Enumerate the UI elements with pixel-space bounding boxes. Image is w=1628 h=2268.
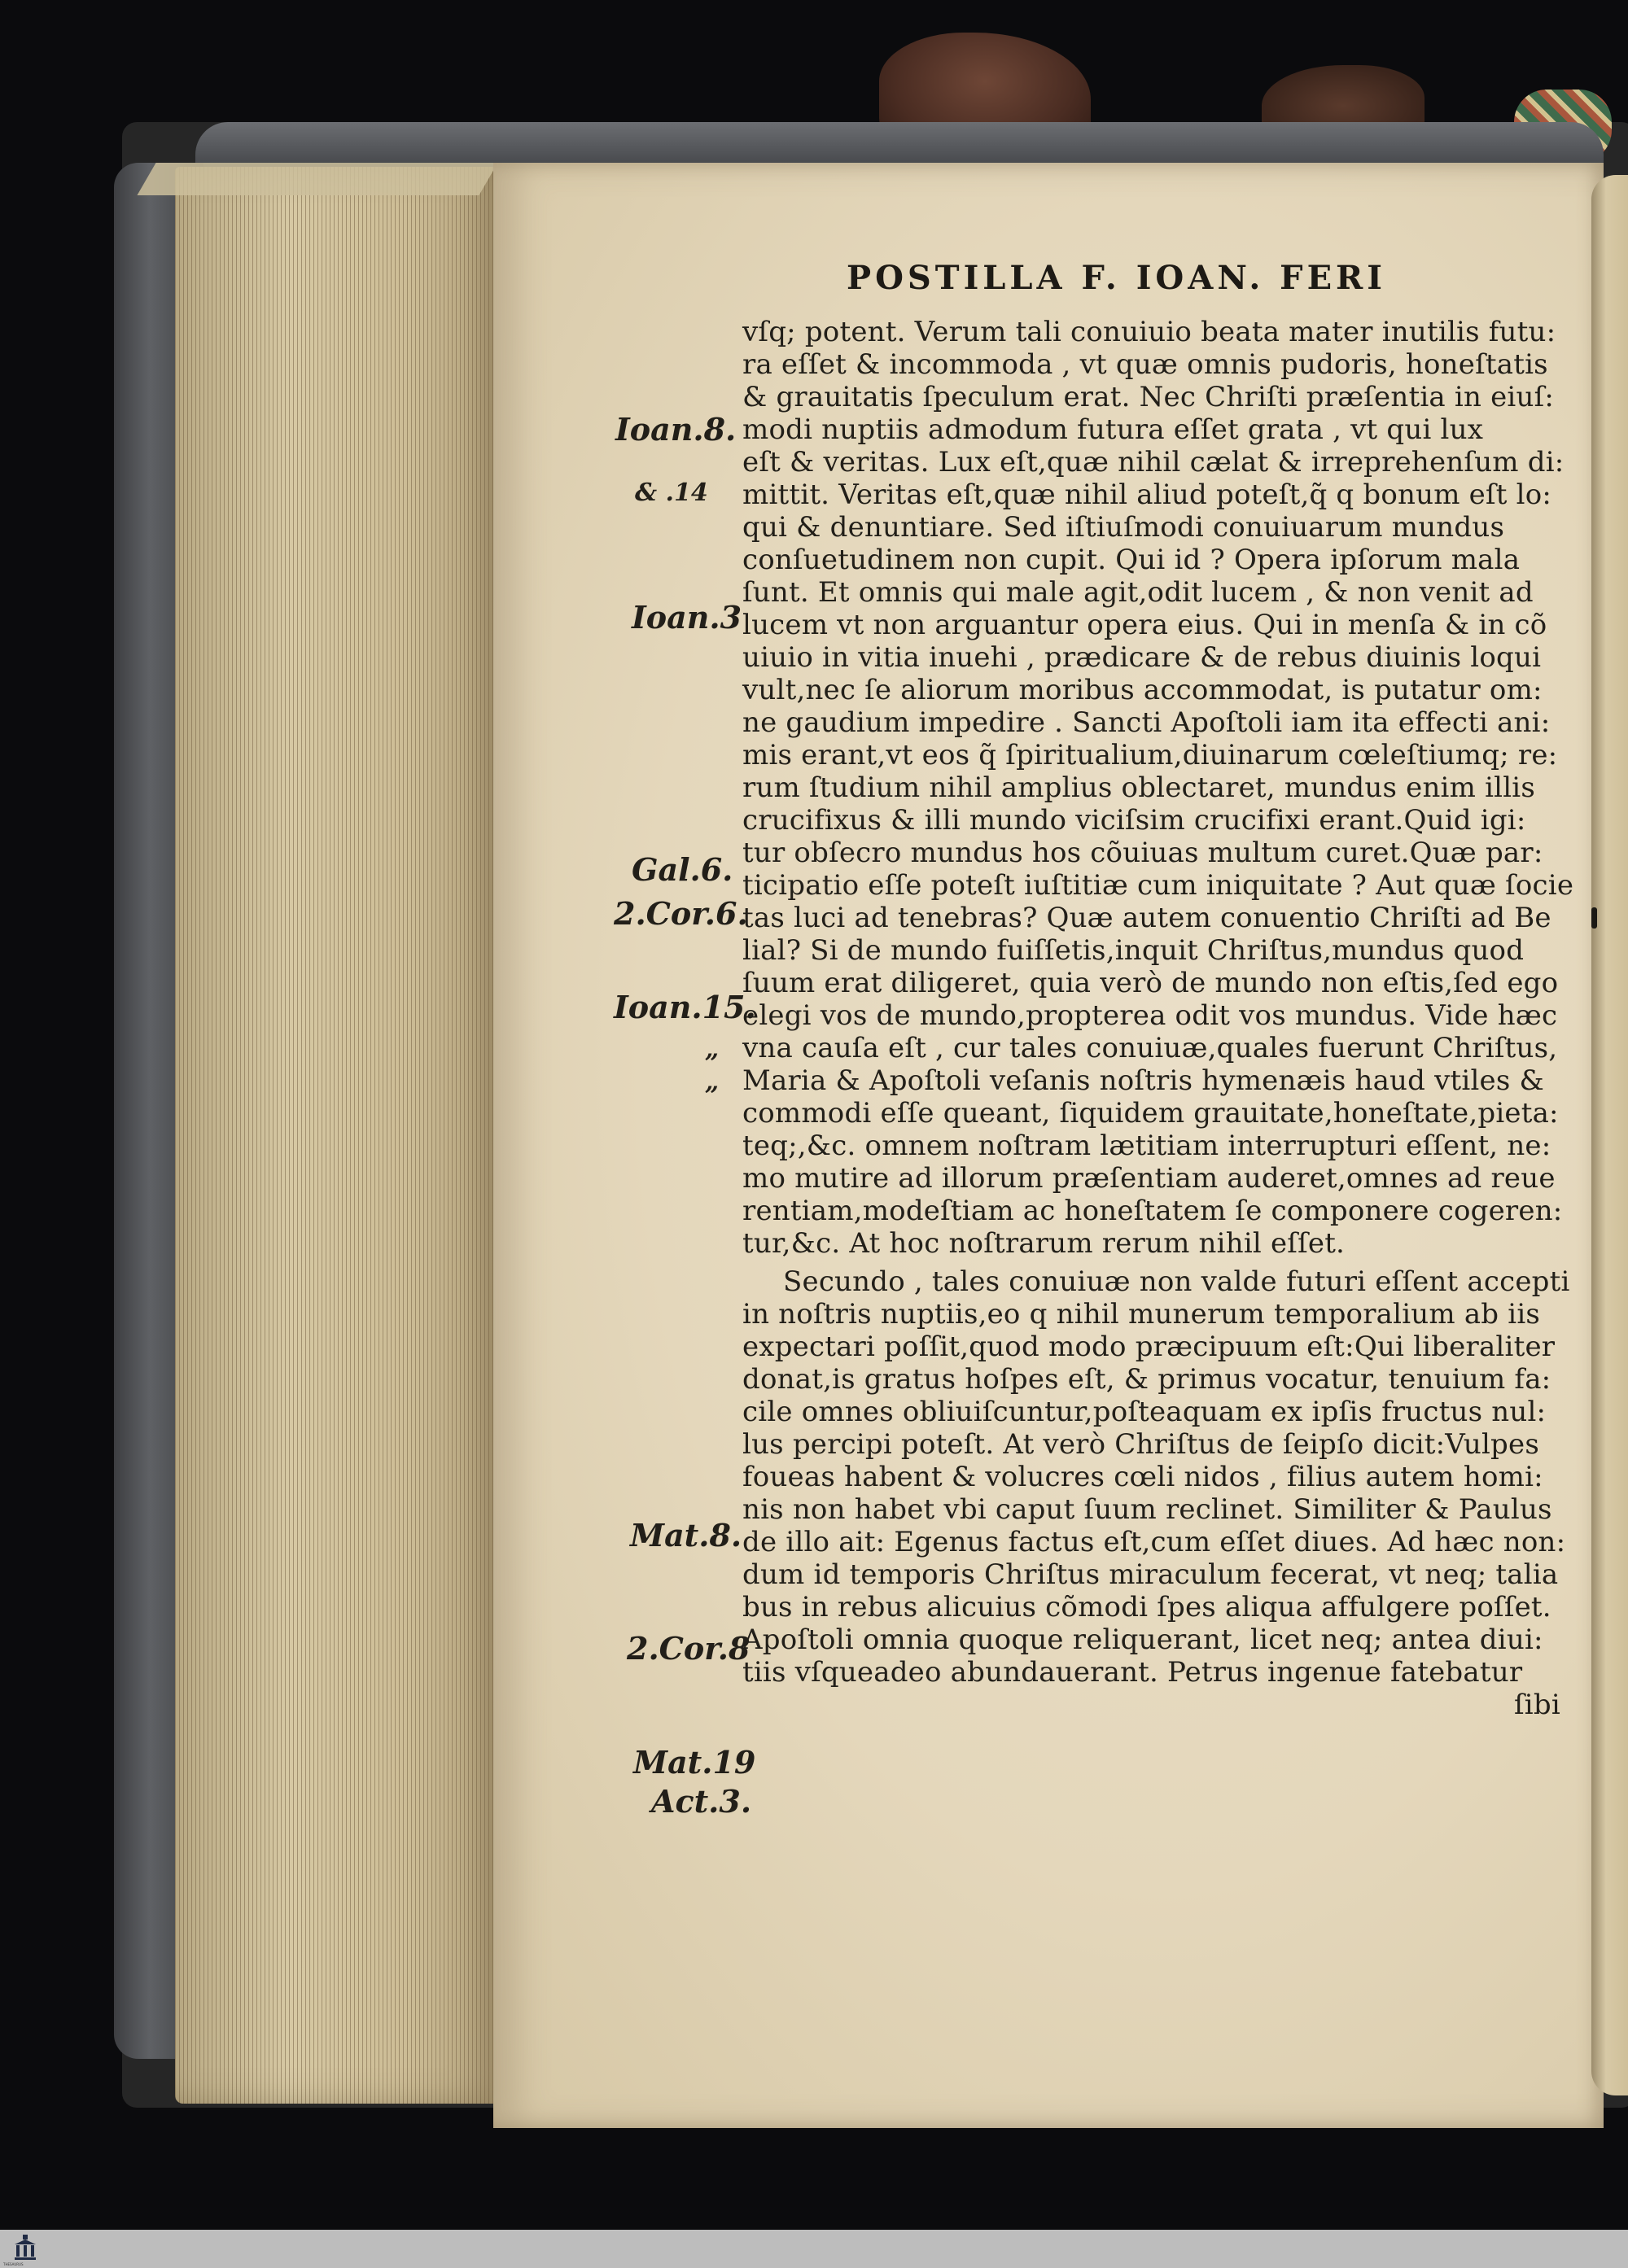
page-mark: [1591, 907, 1597, 929]
text-line: donat,is gratus hoſpes eſt, & primus vocatur, tenuium fa:: [742, 1363, 1551, 1396]
viewer-footer-bar: [0, 2230, 1628, 2268]
marginal-note: Ioan.15.: [614, 989, 756, 1025]
marginal-note: 2.Cor.8: [627, 1630, 751, 1667]
book-corner: [137, 163, 497, 195]
text-line: tiis vſqueadeo abundauerant. Petrus ingenue fatebatur: [742, 1656, 1523, 1689]
text-line: vſq; potent. Verum tali conuiuio beata mater inutilis futu:: [742, 316, 1556, 348]
text-line: teq;,&c. omnem noſtram lætitiam interrupturi eſſent, ne:: [742, 1130, 1551, 1162]
marginal-note: „: [705, 1035, 720, 1064]
text-line: bus in rebus alicuius cõmodi ſpes aliqua affulgere poſſet.: [742, 1591, 1551, 1623]
text-line: vna cauſa eſt , cur tales conuiuæ,quales fuerunt Chriſtus,: [742, 1032, 1558, 1064]
text-line-indented: Secundo , tales conuiuæ non valde futuri eſſent accepti: [783, 1265, 1570, 1298]
text-line: rentiam,modeſtiam ac honeſtatem ſe componere cogeren:: [742, 1195, 1563, 1227]
text-line: eſt & veritas. Lux eſt,quæ nihil cælat & irreprehenſum di:: [742, 446, 1565, 479]
text-line: ticipatio eſſe poteſt iuſtitiæ cum iniquitate ? Aut quæ ſocie: [742, 869, 1574, 902]
text-line: tas luci ad tenebras? Quæ autem conuentio Chriſti ad Be: [742, 902, 1551, 934]
marginal-note: „: [705, 1068, 720, 1096]
text-line: ra eſſet & incommoda , vt quæ omnis pudoris, honeſtatis: [742, 348, 1548, 381]
catchword: ſibi: [1514, 1689, 1560, 1721]
marginal-note: Mat.19: [633, 1744, 756, 1781]
marginal-note: Ioan.8.: [615, 411, 737, 448]
marginal-note: Mat.8.: [630, 1517, 742, 1554]
text-line: commodi eſſe queant, ſiquidem grauitate,honeſtate,pieta:: [742, 1097, 1559, 1130]
library-logo-icon: [11, 2233, 39, 2266]
library-logo-text: THESAURUS: [3, 2262, 24, 2266]
text-line: lucem vt non arguantur opera eius. Qui in menſa & in cõ: [742, 609, 1547, 641]
text-line: ne gaudium impedire . Sancti Apoſtoli iam ita effecti ani:: [742, 706, 1551, 739]
text-line: uiuio in vitia inuehi , prædicare & de rebus diuinis loqui: [742, 641, 1542, 674]
text-line: ſunt. Et omnis qui male agit,odit lucem , & non venit ad: [742, 576, 1534, 609]
text-line: conſuetudinem non cupit. Qui id ? Opera ipſorum mala: [742, 544, 1521, 576]
marginal-note: Ioan.3: [632, 599, 742, 636]
running-head: POSTILLA F. IOAN. FERI: [847, 259, 1387, 297]
text-line: cile omnes obliuiſcuntur,poſteaquam ex ipſis fructus nul:: [742, 1396, 1547, 1428]
text-line: mis erant,vt eos q̃ ſpiritualium,diuinarum cœleſtiumq; re:: [742, 739, 1558, 771]
text-line: & grauitatis ſpeculum erat. Nec Chriſti præſentia in eiuſ:: [742, 381, 1555, 413]
text-line: qui & denuntiare. Sed iſtiuſmodi conuiuarum mundus: [742, 511, 1505, 544]
text-line: in noſtris nuptiis,eo q nihil munerum temporalium ab iis: [742, 1298, 1541, 1331]
text-line: Maria & Apoſtoli veſanis noſtris hymenæis haud vtiles &: [742, 1064, 1544, 1097]
text-line: elegi vos de mundo,propterea odit vos mundus. Vide hæc: [742, 999, 1558, 1032]
text-line: mo mutire ad illorum præſentiam auderet,omnes ad reue: [742, 1162, 1556, 1195]
text-line: tur,&c. At hoc noſtrarum rerum nihil eſſet.: [742, 1227, 1346, 1260]
text-line: modi nuptiis admodum futura eſſet grata , vt qui lux: [742, 413, 1484, 446]
facing-page-edge: [1591, 175, 1628, 2095]
marginal-note: Gal.6.: [632, 851, 733, 888]
marginal-note: Act.3.: [651, 1783, 752, 1820]
text-line: vult,nec ſe aliorum moribus accommodat, is putatur om:: [742, 674, 1543, 706]
text-line: crucifixus & illi mundo viciſsim crucifixi erant.Quid igi:: [742, 804, 1526, 837]
text-line: lial? Si de mundo fuiſſetis,inquit Chriſtus,mundus quod: [742, 934, 1525, 967]
text-line: mittit. Veritas eſt,quæ nihil aliud poteſt,q̃ q bonum eſt lo:: [742, 479, 1552, 511]
marginal-note: & .14: [635, 479, 708, 507]
text-line: expectari poſſit,quod modo præcipuum eſt:Qui liberaliter: [742, 1331, 1556, 1363]
text-line: tur obſecro mundus hos cõuiuas multum curet.Quæ par:: [742, 837, 1543, 869]
text-line: ſuum erat diligeret, quia verò de mundo non eſtis,ſed ego: [742, 967, 1559, 999]
text-line: nis non habet vbi caput ſuum reclinet. Similiter & Paulus: [742, 1493, 1552, 1526]
page-stack-edge: [175, 167, 501, 2104]
text-line: rum ſtudium nihil amplius oblectaret, mundus enim illis: [742, 771, 1536, 804]
text-line: foueas habent & volucres cœli nidos , filius autem homi:: [742, 1461, 1543, 1493]
text-line: Apoſtoli omnia quoque reliquerant, licet neq; antea diui:: [742, 1623, 1543, 1656]
marginal-note: 2.Cor.6.: [614, 895, 748, 932]
text-line: lus percipi poteſt. At verò Chriſtus de ſeipſo dicit:Vulpes: [742, 1428, 1539, 1461]
text-line: de illo ait: Egenus factus eſt,cum eſſet diues. Ad hæc non:: [742, 1526, 1566, 1558]
text-line: dum id temporis Chriſtus miraculum fecerat, vt neq; talia: [742, 1558, 1559, 1591]
